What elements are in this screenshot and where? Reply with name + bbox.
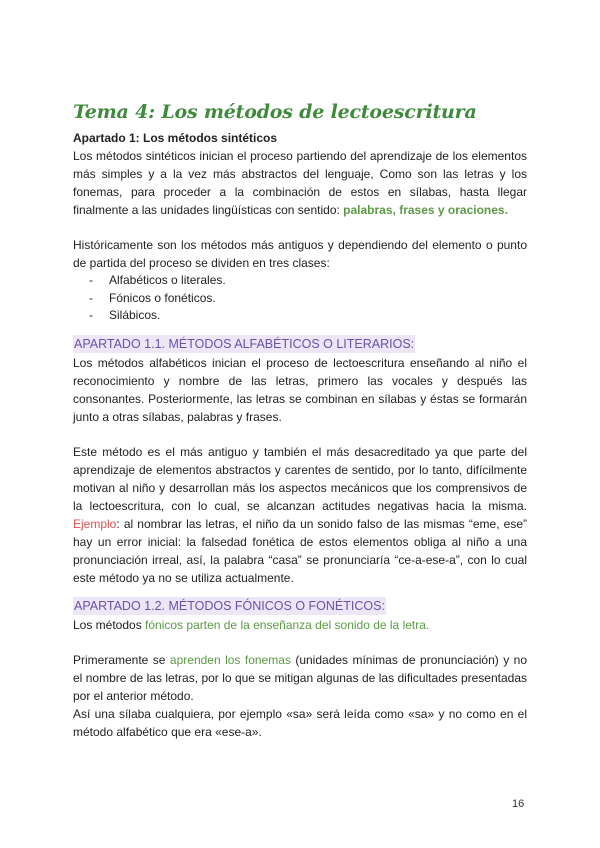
intro-end: . bbox=[504, 203, 508, 217]
section-1-1-paragraph-2 bbox=[73, 443, 527, 587]
subheading: Apartado 1: Los métodos sintéticos bbox=[73, 131, 278, 145]
list-dash: - bbox=[89, 273, 93, 287]
section-1-2-paragraph-2 bbox=[73, 651, 527, 705]
section-heading-1-2: APARTADO 1.2. MÉTODOS FÓNICOS O FONÉTICOS: bbox=[74, 598, 385, 613]
list-item-label: Silábicos. bbox=[109, 308, 161, 322]
page-number: 16 bbox=[512, 798, 525, 810]
para-end: . bbox=[425, 617, 430, 632]
history-paragraph: Históricamente son los métodos más antiguos y dependiendo del elemento o punto de partida del proceso se dividen en tres clases: bbox=[73, 238, 527, 270]
list-item-label: Fónicos o fonéticos. bbox=[109, 290, 216, 305]
section-1-2-paragraph-1 bbox=[73, 616, 527, 634]
intro-highlight: palabras, frases y oraciones bbox=[343, 203, 505, 217]
document-body bbox=[73, 100, 527, 741]
para-text: : al nombrar las letras, el niño da un sonido falso de las mismas “eme, ese” hay un error inicial: la falsedad fonética de estos elementos obliga al niño a una pronunciación irreal, así, la palabra “casa” se pronunciaría “ce-a-ese-a”, con lo cual este método ya no se utiliza actualmente. bbox=[73, 516, 527, 585]
intro-paragraph bbox=[73, 147, 527, 219]
list-item bbox=[73, 272, 527, 290]
section-1-1-paragraph-1: Los métodos alfabéticos inician el proceso de lectoescritura enseñando al niño el reconocimiento y nombre de las letras, primero las vocales y después las consonantes. Posteriormente, las letras se combinan en sílabas y éstas se formarán junto a otras sílabas, palabras y frases. bbox=[73, 355, 527, 424]
classes-list bbox=[73, 272, 527, 325]
section-heading-1-1: APARTADO 1.1. MÉTODOS ALFABÉTICOS O LITERARIOS: bbox=[74, 336, 415, 351]
example-label: Ejemplo bbox=[73, 516, 117, 531]
list-item-label: Alfabéticos o literales. bbox=[109, 273, 226, 287]
list-item bbox=[73, 307, 527, 325]
para-green-text: fónicos parten de la enseñanza del sonido de la letra bbox=[145, 617, 426, 632]
para-text: Los métodos bbox=[73, 617, 146, 632]
para-text: (unidades mínimas de pronunciación) y no el nombre de las letras, por lo que se mitigan algunas de las dificultades presentadas por el anterior método. bbox=[73, 652, 527, 703]
section-1-2-paragraph-3: Así una sílaba cualquiera, por ejemplo «sa» será leída como «sa» y no como en el método alfabético que era «ese-a». bbox=[73, 706, 527, 739]
list-dash: - bbox=[89, 290, 93, 305]
intro-text: Los métodos sintéticos inician el proceso partiendo del aprendizaje de los elementos más simples y a la vez más abstractos del lenguaje, Como son las letras y los fonemas, para proceder a la combinación de estos en sílabas, hasta llegar finalmente a las unidades lingüísticas con sentido: bbox=[73, 149, 527, 217]
list-dash: - bbox=[89, 308, 93, 322]
para-green-text: aprenden los fonemas bbox=[169, 652, 291, 667]
page-title: Tema 4: Los métodos de lectoescritura bbox=[73, 101, 477, 123]
list-item bbox=[73, 290, 527, 308]
para-text: Primeramente se bbox=[73, 652, 170, 667]
para-text: Este método es el más antiguo y también el más desacreditado ya que parte del aprendizaje de elementos abstractos y carentes de sentido, por lo tanto, difícilmente motivan al niño y desarrollan más los aspectos mecánicos que los comprensivos de la lectoescritura, con lo cual, se alcanzan actitudes negativas hacia la misma. bbox=[73, 444, 527, 513]
